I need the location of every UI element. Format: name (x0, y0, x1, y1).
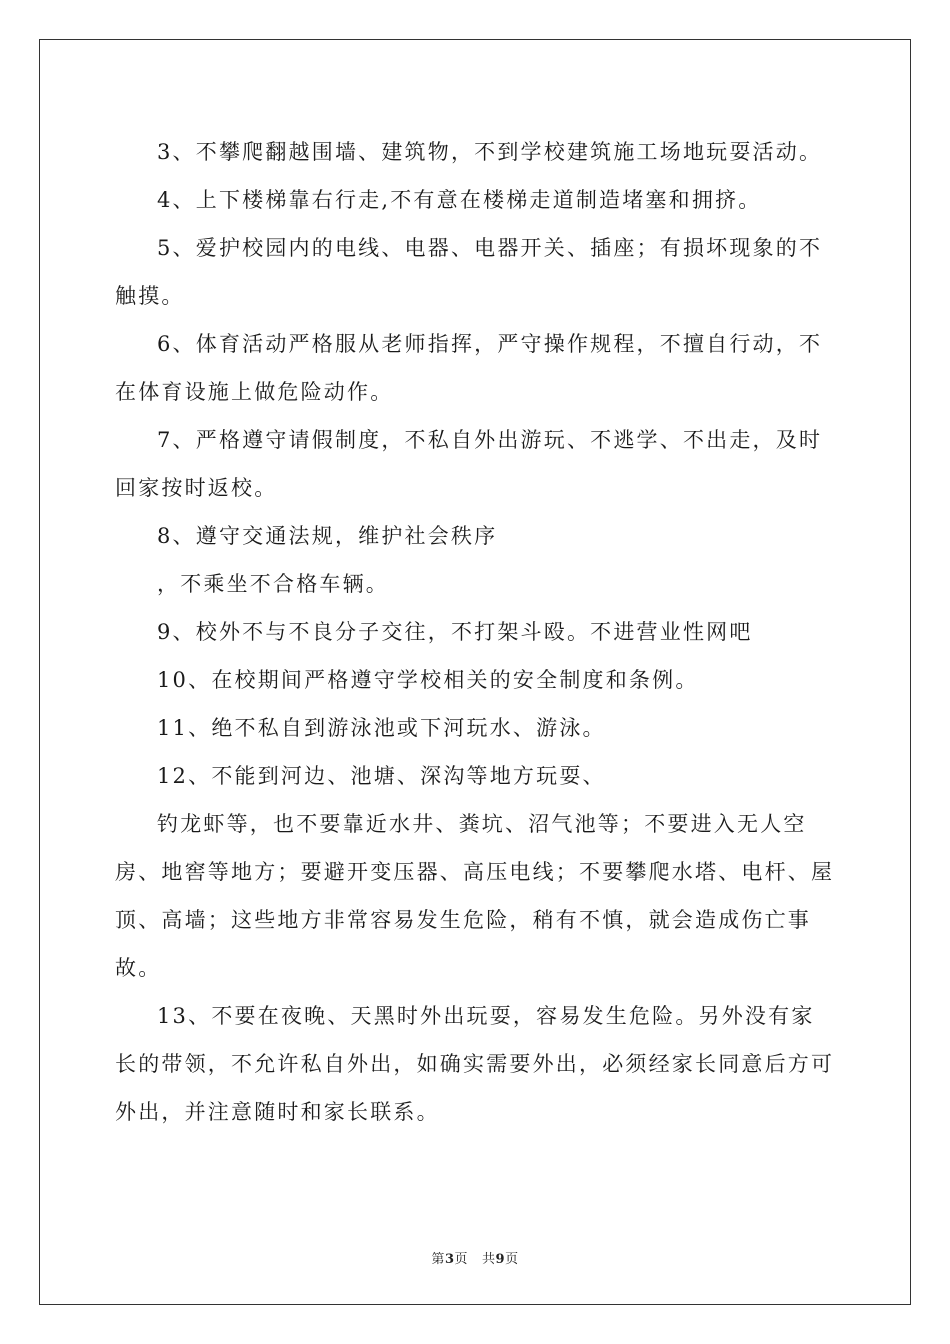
total-suffix: 页 (505, 1252, 519, 1267)
paragraph-item-12-continued: 钓龙虾等，也不要靠近水井、粪坑、沼气池等；不要进入无人空房、地窖等地方；要避开变压器、高压电线；不要攀爬水塔、电杆、屋顶、高墙；这些地方非常容易发生危险，稍有不慎，就会造成伤亡事故。 (115, 812, 835, 980)
paragraph-item-5: 5、爱护校园内的电线、电器、电器开关、插座；有损坏现象的不触摸。 (115, 236, 823, 308)
paragraph-item-8: 8、遵守交通法规，维护社会秩序 (157, 524, 498, 548)
paragraph-item-6: 6、体育活动严格服从老师指挥，严守操作规程，不擅自行动，不在体育设施上做危险动作。 (115, 332, 823, 404)
paragraph-item-12: 12、不能到河边、池塘、深沟等地方玩耍、 (157, 764, 606, 788)
paragraph-item-4: 4、上下楼梯靠右行走,不有意在楼梯走道制造堵塞和拥挤。 (157, 188, 762, 212)
current-page-number: 3 (444, 1252, 455, 1267)
page-suffix: 页 (454, 1252, 468, 1267)
page-footer (0, 1248, 950, 1267)
paragraph-item-9: 9、校外不与不良分子交往，不打架斗殴。不进营业性网吧 (157, 620, 753, 644)
page-prefix: 第 (431, 1252, 445, 1267)
total-prefix: 共 (482, 1252, 496, 1267)
paragraph-item-13: 13、不要在夜晚、天黑时外出玩耍，容易发生危险。另外没有家长的带领，不允许私自外出，如确实需要外出，必须经家长同意后方可外出，并注意随时和家长联系。 (115, 1004, 835, 1124)
paragraph-item-8-continued: ，不乘坐不合格车辆。 (157, 572, 389, 596)
document-body (115, 128, 835, 1136)
paragraph-item-10: 10、在校期间严格遵守学校相关的安全制度和条例。 (157, 668, 699, 692)
paragraph-item-11: 11、绝不私自到游泳池或下河玩水、游泳。 (157, 716, 606, 740)
total-page-number: 9 (495, 1252, 506, 1267)
paragraph-item-3: 3、不攀爬翻越围墙、建筑物，不到学校建筑施工场地玩耍活动。 (157, 140, 823, 164)
paragraph-item-7: 7、严格遵守请假制度，不私自外出游玩、不逃学、不出走，及时回家按时返校。 (115, 428, 823, 500)
